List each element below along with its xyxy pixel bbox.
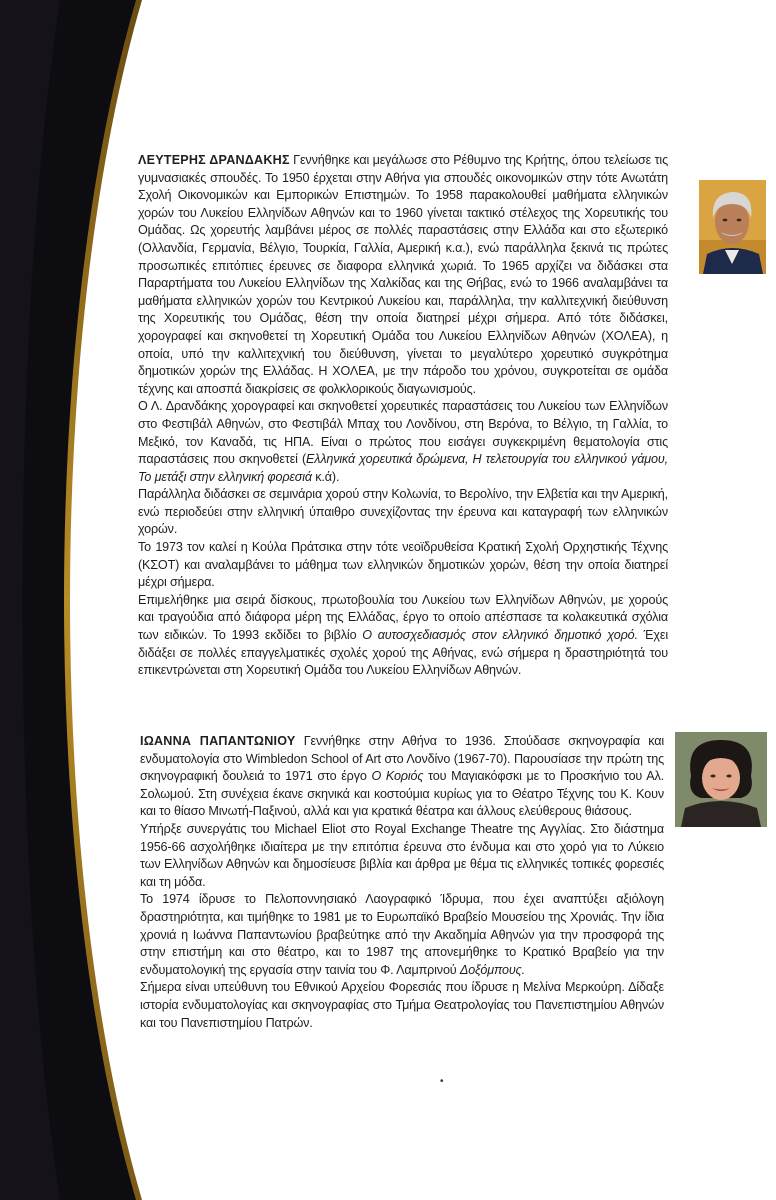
bio-drandakis-intro: ΛΕΥΤΕΡΗΣ ΔΡΑΝΔΑΚΗΣ Γεννήθηκε και μεγάλωσε στο Ρέθυμνο της Κρήτης, όπου τελείωσε τις γυμνασιακές σπουδές. Το 1950 έρχεται στην Αθήνα για σπουδές οικονομικών στην τότε Ανωτάτη Σχολή Οικονομικών και Εμπορικών Επιστημών. Το 1958 παρακολουθεί μαθήματα ελληνικών χορών του Λυκείου Ελληνίδων Αθηνών και το 1960 γίνεται τακτικό στέλεχος της Χορευτικής του Ομάδας. Ως χορευτής λαμβάνει μέρος σε πολλές παραστάσεις στην Ελλάδα και στο εξωτερικό (Ολλανδία, Γερμανία, Βέλγιο, Τουρκία, Γαλλία, Αμερική κ.α.), ενώ παράλληλα ξεκινά τις πρώτες προσωπικές επιτόπιες έρευνες σε διαφορα ελληνικά χωριά. Το 1965 αρχίζει να διδάσκει στα Παραρτήματα του Λυκείου Ελληνίδων της Χαλκίδας και της Θήβας, ενώ το 1966 αναλαμβάνει τα μαθήματα ελληνικών χορών του Κεντρικού Λυκείου και, παράλληλα, την καλλιτεχνική διεύθυνση της Χορευτικής του Ομάδας, θέση την οποία διατηρεί μέχρι σήμερα. Από τότε διδάσκει, χορογραφεί και σκηνοθετεί τη Χορευτική Ομάδα του Λυκείου Ελληνίδων Αθηνών (ΧΟΛΕΑ), η οποία, υπό την καλλιτεχνική του διεύθυνση, γίνεται το μεγαλύτερο χορευτικό συγκρότημα δημοτικών χορών της Ελλάδας. Η ΧΟΛΕΑ, με την πάροδο του χρόνου, συγκροτείται σε ομάδα τέχνης και αποσπά διακρίσεις σε φολκλορικούς διαγωνισμούς.	[138, 153, 669, 396]
bio-papantoniou	[140, 733, 664, 1032]
portrait-photo-drandakis	[699, 180, 766, 274]
bio-drandakis-name: ΛΕΥΤΕΡΗΣ ΔΡΑΝΔΑΚΗΣ	[138, 153, 290, 167]
footer-dot: •	[440, 1076, 444, 1087]
bio-papantoniou-intro: ΙΩΑΝΝΑ ΠΑΠΑΝΤΩΝΙΟΥ Γεννήθηκε στην Αθήνα το 1936. Σπούδασε σκηνογραφία και ενδυματολογία στο Wimbledon School of Art στο Λονδίνο (1967-70). Παρουσίασε την πρώτη της σκηνογραφική δουλειά το 1971 στο έργο Ο Κοριός του Μαγιακόφσκι με το Προσκήνιο του Αλ. Σολωμού. Στη συνέχεια έκανε σκηνικά και κοστούμια κυρίως για το Θέατρο Τέχνης του Κ. Κουν και το θίασο Μινωτή-Παξινού, αλλά και για κρατικά θέατρα και άλλους ελεύθερους θιάσους.	[140, 734, 664, 819]
bio-drandakis	[138, 152, 668, 680]
bio-papantoniou-paragraph-2: Υπήρξε συνεργάτις του Michael Eliot στο Royal Exchange Theatre της Αγγλίας. Στο διάστημα 1956-66 ασχολήθηκε ιδιαίτερα με την επιτόπια έρευνα στο ένδυμα και στο χορό για το Λύκειο των Ελληνίδων Αθηνών και δημοσίευσε βιβλία και άρθρα με θέμα τις ελληνικές τοπικές φορεσιές και τη μόδα.	[140, 821, 664, 889]
bio-drandakis-paragraph-2: Ο Λ. Δρανδάκης χορογραφεί και σκηνοθετεί χορευτικές παραστάσεις του Λυκείου των Ελληνίδων στο Φεστιβάλ Αθηνών, στο Φεστιβάλ Μπαχ του Λονδίνου, στη Βερόνα, το Βέλγιο, τη Γαλλία, το Μεξικό, τον Καναδά, τις ΗΠΑ. Είναι ο πρώτος που εισάγει συγκεκριμένη θεματολογία στις παραστάσεις που σκηνοθετεί (Ελληνικά χορευτικά δρώμενα, Η τελετουργία του ελληνικού γάμου, Το μετάξι στην ελληνική φορεσιά κ.ά).	[138, 399, 668, 484]
bio-papantoniou-paragraph-4: Σήμερα είναι υπεύθυνη του Εθνικού Αρχείου Φορεσιάς που ίδρυσε η Μελίνα Μερκούρη. Δίδαξε ιστορία ενδυματολογίας και σκηνογραφίας στο Τμήμα Θεατρολογίας του Πανεπιστημίου Αθηνών και του Πανεπιστημίου Πατρών.	[140, 980, 664, 1030]
portrait-photo-papantoniou	[675, 732, 767, 827]
bio-drandakis-paragraph-3: Παράλληλα διδάσκει σε σεμινάρια χορού στην Κολωνία, το Βερολίνο, την Ελβετία και την Αμερική, ενώ περιοδεύει στην ελληνική ύπαιθρο συνεχίζοντας την έρευνα και καταγραφή των ελληνικών χορών.	[138, 487, 668, 537]
bio-drandakis-paragraph-5: Επιμελήθηκε μια σειρά δίσκους, πρωτοβουλία του Λυκείου των Ελληνίδων Αθηνών, με χορούς και τραγούδια από διάφορα μέρη της Ελλάδας, έργο το οποίο απέσπασε τα κολακευτικά σχόλια των ειδικών. Το 1993 εκδίδει το βιβλίο Ο αυτοσχεδιασμός στον ελληνικό δημοτικό χορό. Έχει διδάξει σε πολλές επαγγελματικές σχολές χορού της Αθήνας, ενώ σήμερα η δραστηριότητά του επικεντρώνεται στη Χορευτική Ομάδα του Λυκείου Ελληνίδων Αθηνών.	[138, 592, 668, 678]
bio-papantoniou-name: ΙΩΑΝΝΑ ΠΑΠΑΝΤΩΝΙΟΥ	[140, 734, 296, 748]
bio-papantoniou-paragraph-3: Το 1974 ίδρυσε το Πελοποννησιακό Λαογραφικό Ίδρυμα, που έχει αναπτύξει αξιόλογη δραστηριότητα, και τιμήθηκε το 1981 με το Ευρωπαϊκό Βραβείο Μουσείου της Χρονιάς. Την ίδια χρονιά η Ιωάννα Παπαντωνίου βραβεύτηκε από την Ακαδημία Αθηνών για την προσφορά της στην επιστήμη και στο θέατρο, και το 1987 της απονεμήθηκε το Κρατικό Βραβείο για την ενδυματολογική της εργασία στην ταινία του Φ. Λαμπρινού Δοξόμπους.	[140, 892, 664, 977]
bio-drandakis-paragraph-4: Το 1973 τον καλεί η Κούλα Πράτσικα στην τότε νεοϊδρυθείσα Κρατική Σχολή Ορχηστικής Τέχνης (ΚΣΟΤ) και αναλαμβάνει το μάθημα των ελληνικών δημοτικών χορών, θέση την οποία διατηρεί μέχρι σήμερα.	[138, 540, 668, 590]
